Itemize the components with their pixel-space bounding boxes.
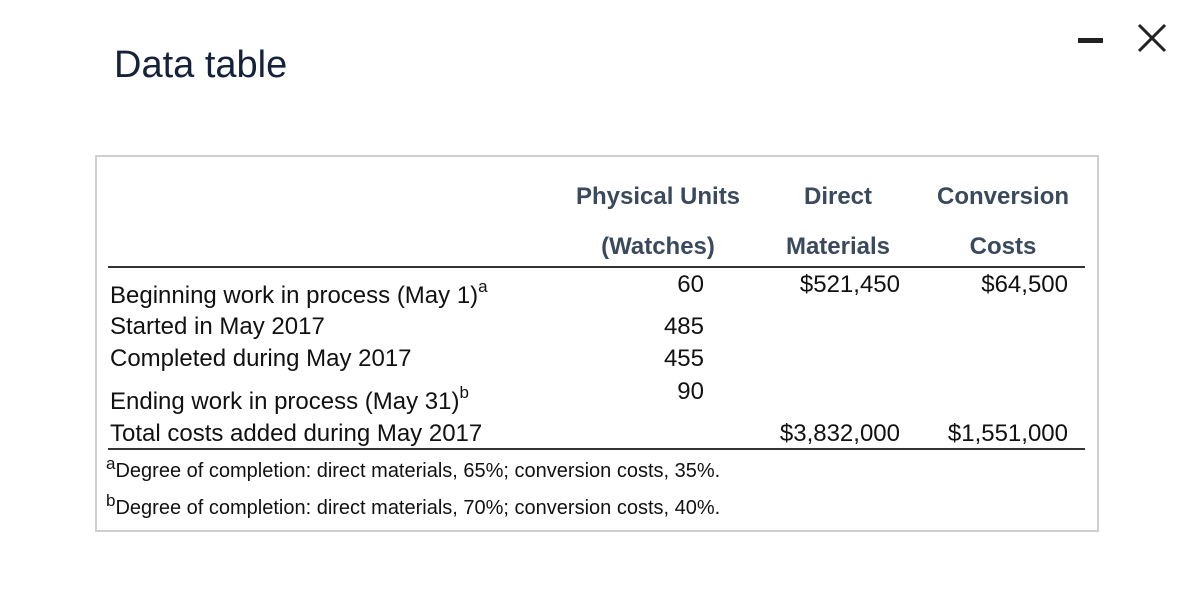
- footnote-mark: a: [106, 454, 116, 473]
- conversion-costs-value: $1,551,000: [947, 420, 1068, 447]
- row-label-text: Ending work in process (May 31): [110, 388, 460, 415]
- close-button[interactable]: [1134, 20, 1170, 56]
- footnote-text: Degree of completion: direct materials, 70%; conversion costs, 40%.: [115, 497, 721, 519]
- minimize-button[interactable]: [1074, 30, 1108, 50]
- direct-materials-value: $3,832,000: [779, 420, 900, 447]
- header-direct-materials-line1: Direct: [803, 183, 873, 210]
- header-rule: [108, 266, 1085, 268]
- header-physical-units-line1: Physical Units: [575, 183, 741, 210]
- footnote-a: [106, 454, 721, 483]
- footnote-mark: b: [459, 383, 469, 402]
- header-conversion-costs-line2: Costs: [969, 233, 1037, 260]
- footnote-b: [106, 491, 721, 520]
- row-label-text: Beginning work in process (May 1): [110, 282, 479, 309]
- header-conversion-costs-line1: Conversion: [936, 183, 1070, 210]
- window-title: Data table: [114, 44, 288, 86]
- row-label: Started in May 2017: [110, 313, 325, 340]
- row-label: Total costs added during May 2017: [110, 420, 483, 447]
- total-rule: [108, 448, 1085, 450]
- row-label: [110, 277, 488, 310]
- units-value: 90: [677, 378, 704, 405]
- units-value: 485: [663, 313, 704, 340]
- row-label: [110, 383, 469, 416]
- minimize-icon: [1078, 38, 1103, 43]
- footnote-mark: a: [478, 277, 488, 296]
- footnote-mark: b: [106, 491, 116, 510]
- row-label: Completed during May 2017: [110, 345, 412, 372]
- direct-materials-value: $521,450: [799, 271, 900, 298]
- units-value: 455: [663, 345, 704, 372]
- close-icon: [1134, 20, 1170, 56]
- footnote-text: Degree of completion: direct materials, 65%; conversion costs, 35%.: [115, 460, 721, 482]
- header-physical-units-line2: (Watches): [601, 233, 715, 260]
- conversion-costs-value: $64,500: [981, 271, 1068, 298]
- header-direct-materials-line2: Materials: [785, 233, 891, 260]
- units-value: 60: [677, 271, 704, 298]
